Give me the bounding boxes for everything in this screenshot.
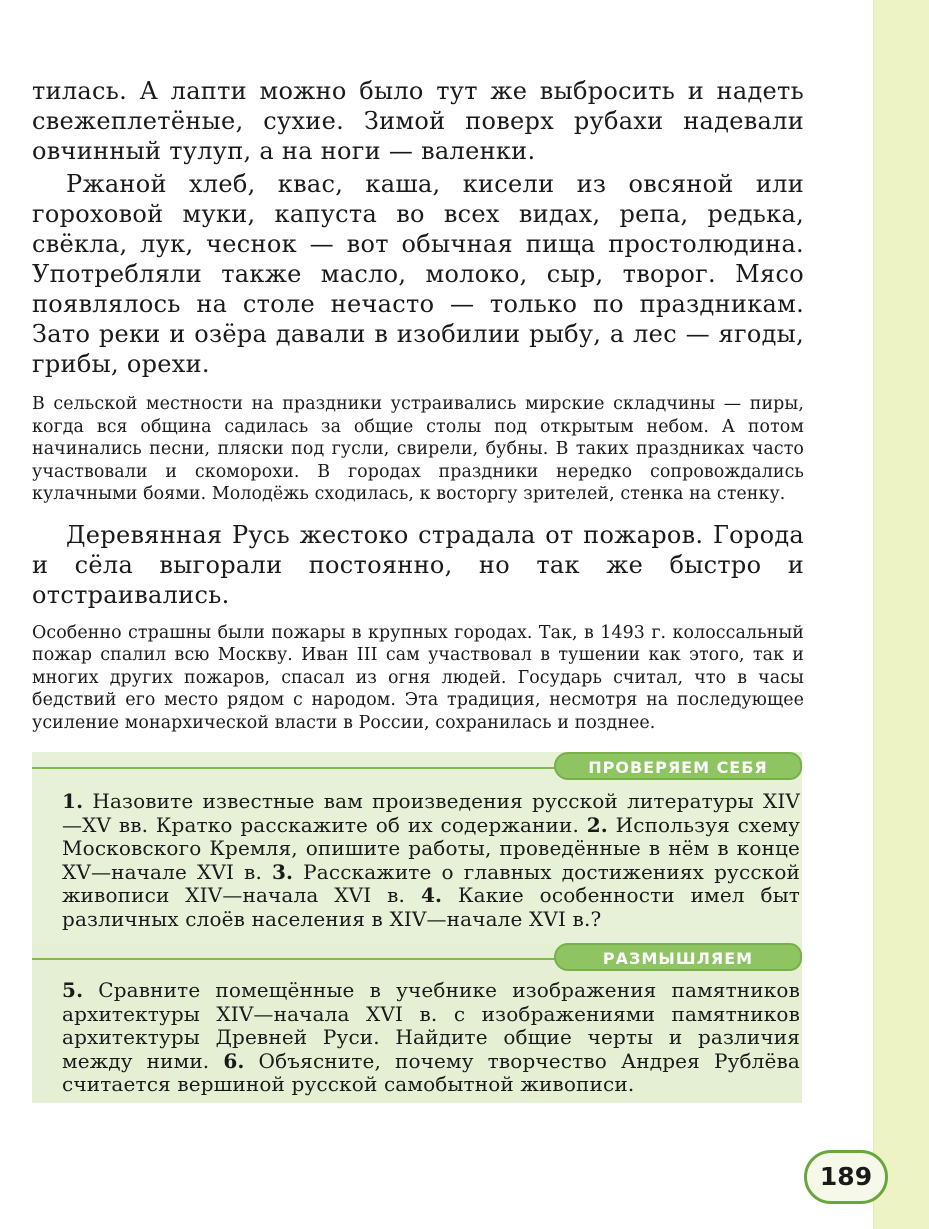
section-divider xyxy=(32,958,572,960)
section-divider xyxy=(32,767,572,769)
reflect-questions xyxy=(62,979,800,1097)
page-margin-strip xyxy=(873,0,929,1229)
check-yourself-title: ПРОВЕРЯЕМ СЕБЯ xyxy=(554,752,802,780)
question-text: Какие особенности имел быт различных слоёв населения в XIV—начале XVI в.? xyxy=(62,883,800,931)
question-number: 4. xyxy=(420,883,443,908)
question-text: Назовите известные вам произведения русской литературы XIV—XV вв. Кратко расскажите об их содержании. xyxy=(62,789,800,837)
question-text: Расскажите о главных достижениях русской живописи XIV—начала XVI в. xyxy=(62,859,800,908)
questions-section xyxy=(32,752,802,1103)
check-yourself-box xyxy=(32,752,802,943)
question-number: 2. xyxy=(586,812,608,837)
check-yourself-questions xyxy=(62,790,800,932)
paragraph-fires: Деревянная Русь жестоко страдала от пожаров. Города и сёла выгорали постоянно, но так же быстро и отстраивались. xyxy=(32,520,804,609)
question-number: 1. xyxy=(62,789,84,813)
reflect-box xyxy=(32,943,802,1103)
main-text xyxy=(32,76,804,734)
question-text: Сравните помещённые в учебнике изображения памятников архитектуры XIV—начала XVI в. с изображениями памятников архитектуры Древней Руси. Найдите общие черты и различия между ними. xyxy=(62,978,800,1073)
paragraph-moscow-fire: Особенно страшны были пожары в крупных городах. Так, в 1493 г. колоссальный пожар спалил всю Москву. Иван III сам участвовал в тушении как этого, так и многих других пожаров, спасал из огня людей. Государь считал, что в часы бедствий его место рядом с народом. Эта традиция, несмотря на последующее усиление монархической власти в России, сохранилась и позднее. xyxy=(32,622,804,733)
question-number: 6. xyxy=(223,1048,245,1073)
question-number: 5. xyxy=(62,978,84,1002)
question-text: Объясните, почему творчество Андрея Рублёва считается вершиной русской самобытной живописи. xyxy=(62,1048,801,1097)
page-number-badge: 189 xyxy=(804,1150,888,1204)
question-number: 3. xyxy=(271,859,294,884)
paragraph-food: Ржаной хлеб, квас, каша, кисели из овсяной или гороховой муки, капуста во всех видах, репа, редька, свёкла, лук, чеснок — вот обычная пища простолюдина. Употребляли также масло, молоко, сыр, творог. Мясо появлялось на столе нечасто — только по праздникам. Зато реки и озёра давали в изобилии рыбу, а лес — ягоды, грибы, орехи. xyxy=(32,170,804,378)
reflect-title: РАЗМЫШЛЯЕМ xyxy=(554,943,802,971)
question-text: Используя схему Московского Кремля, опишите работы, проведённые в нём в конце XV—начале XVI в. xyxy=(62,812,800,884)
paragraph-holidays: В сельской местности на праздники устраивались мирские складчины — пиры, когда вся община садилась за общие столы под открытым небом. А потом начинались песни, пляски под гусли, свирели, бубны. В таких праздниках часто участвовали и скоморохи. В городах праздники нередко сопровождались кулачными боями. Молодёжь сходилась, к восторгу зрителей, стенка на стенку. xyxy=(32,394,804,504)
paragraph-clothing: тилась. А лапти можно было тут же выбросить и надеть свежеплетёные, сухие. Зимой поверх рубахи надевали овчинный тулуп, а на ноги — валенки. xyxy=(32,77,804,165)
